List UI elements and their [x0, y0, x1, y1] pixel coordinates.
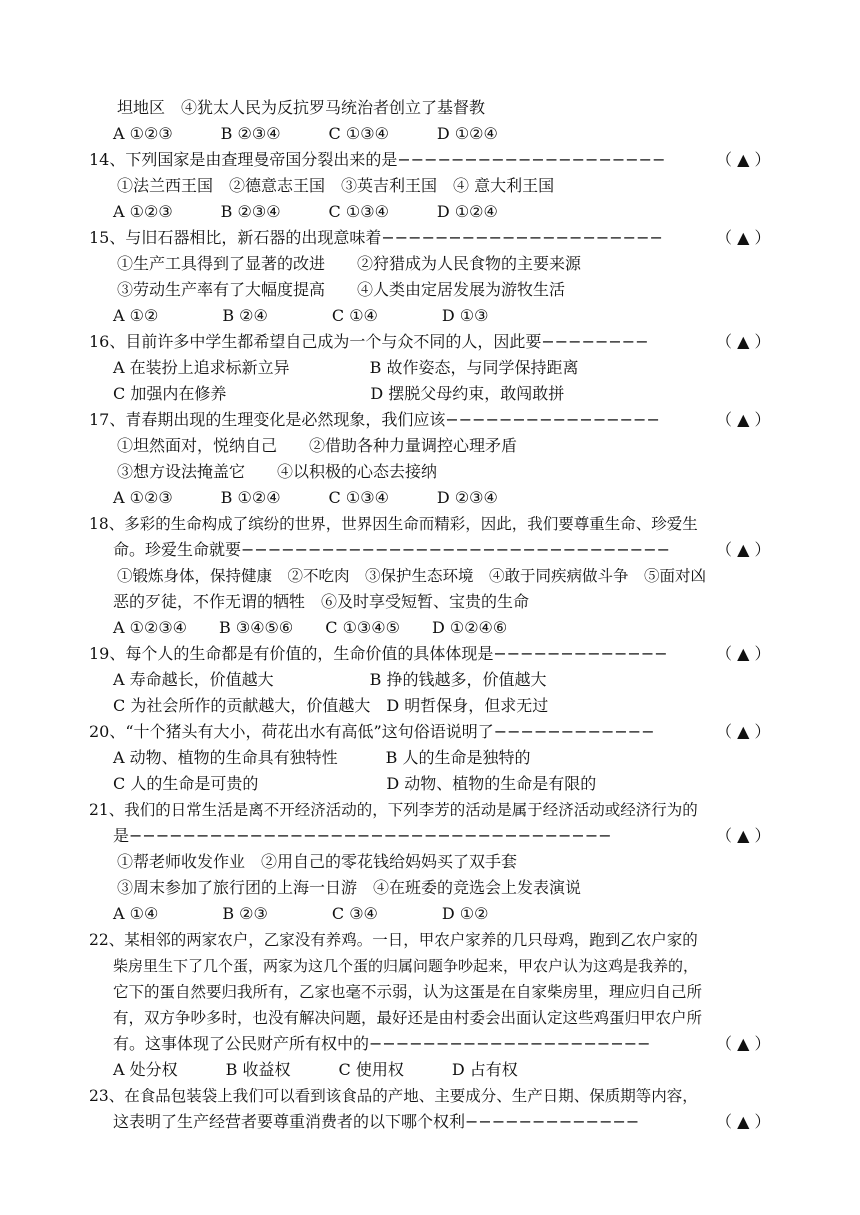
answer-blank: （ ▲ ） — [716, 410, 771, 429]
text-line: A 处分权 B 收益权 C 使用权 D 占有权 — [113, 1060, 518, 1079]
text-line: A 寿命越长，价值越大 B 挣的钱越多，价值越大 — [113, 670, 547, 689]
text-line: 22、某相邻的两家农户，乙家没有养鸡。一日，甲农户家养的几只母鸡，跑到乙农户家的 — [89, 931, 698, 949]
text-line: ①生产工具得到了显著的改进 ②狩猎成为人民食物的主要来源 — [117, 254, 582, 273]
text-line: ①法兰西王国 ②德意志王国 ③英吉利王国 ④ 意大利王国 — [117, 176, 555, 195]
text-line: 17、青春期出现的生理变化是必然现象，我们应该−−−−−−−−−−−−−−−− — [89, 410, 660, 429]
text-line: C 加强内在修养 D 摆脱父母约束，敢闯敢拼 — [113, 384, 565, 403]
text-line: 23、在食品包装袋上我们可以看到该食品的产地、主要成分、生产日期、保质期等内容， — [89, 1087, 698, 1105]
text-line: 有。这事体现了公民财产所有权中的−−−−−−−−−−−−−−−−−−−−− — [113, 1034, 651, 1053]
text-line: A ①②③ B ①②④ C ①③④ D ②③④ — [113, 488, 498, 507]
answer-blank: （ ▲ ） — [716, 540, 771, 559]
answer-blank: （ ▲ ） — [716, 1034, 771, 1053]
text-line: 18、多彩的生命构成了缤纷的世界，世界因生命而精彩，因此，我们要尊重生命、珍爱生 — [89, 515, 698, 533]
text-line: 20、“十个猪头有大小，荷花出水有高低”这句俗语说明了−−−−−−−−−−−− — [89, 722, 655, 741]
text-line: 16、目前许多中学生都希望自己成为一个与众不同的人，因此要−−−−−−−− — [89, 332, 649, 351]
answer-blank: （ ▲ ） — [716, 228, 771, 247]
text-line: 它下的蛋自然要归我所有，乙家也毫不示弱，认为这蛋是在自家柴房里，理应归自己所 — [113, 983, 703, 1001]
text-line: 有，双方争吵多时，也没有解决问题，最好还是由村委会出面认定这些鸡蛋归甲农户所 — [113, 1009, 703, 1027]
text-line: A ①②③ B ②③④ C ①③④ D ①②④ — [113, 202, 498, 221]
text-line: C 为社会所作的贡献越大，价值越大 D 明哲保身，但求无过 — [113, 696, 549, 715]
answer-blank: （ ▲ ） — [716, 722, 771, 741]
answer-blank: （ ▲ ） — [716, 332, 771, 351]
text-line: 坦地区 ④犹太人民为反抗罗马统治者创立了基督教 — [117, 98, 486, 117]
text-line: 15、与旧石器相比，新石器的出现意味着−−−−−−−−−−−−−−−−−−−−− — [89, 228, 663, 247]
text-line: ①锻炼身体，保持健康 ②不吃肉 ③保护生态环境 ④敢于同疾病做斗争 ⑤面对凶 — [117, 567, 707, 585]
text-line: ③劳动生产率有了大幅度提高 ④人类由定居发展为游牧生活 — [117, 280, 566, 299]
answer-blank: （ ▲ ） — [716, 150, 771, 169]
text-line: A ①② B ②④ C ①④ D ①③ — [113, 306, 489, 325]
text-line: 是−−−−−−−−−−−−−−−−−−−−−−−−−−−−−−−−−−−− — [113, 826, 612, 845]
text-line: A 在装扮上追求标新立异 B 故作姿态，与同学保持距离 — [113, 358, 579, 377]
text-line: ①坦然面对，悦纳自己 ②借助各种力量调控心理矛盾 — [117, 436, 518, 455]
text-line: A ①②③ B ②③④ C ①③④ D ①②④ — [113, 124, 498, 143]
text-line: A ①②③④ B ③④⑤⑥ C ①③④⑤ D ①②④⑥ — [113, 618, 508, 637]
text-line: A 动物、植物的生命具有独特性 B 人的生命是独特的 — [113, 748, 531, 767]
text-line: C 人的生命是可贵的 D 动物、植物的生命是有限的 — [113, 774, 597, 793]
text-line: 14、下列国家是由查理曼帝国分裂出来的是−−−−−−−−−−−−−−−−−−−− — [89, 150, 666, 169]
text-line: ③周末参加了旅行团的上海一日游 ④在班委的竞选会上发表演说 — [117, 878, 582, 897]
answer-blank: （ ▲ ） — [716, 1112, 771, 1131]
text-line: ③想方设法掩盖它 ④以积极的心态去接纳 — [117, 462, 438, 481]
answer-blank: （ ▲ ） — [716, 826, 771, 845]
text-line: 19、每个人的生命都是有价值的，生命价值的具体体现是−−−−−−−−−−−−− — [89, 644, 668, 663]
text-line: A ①④ B ②③ C ③④ D ①② — [113, 904, 489, 923]
text-line: 命。珍爱生命就要−−−−−−−−−−−−−−−−−−−−−−−−−−−−−−−− — [113, 540, 671, 559]
text-line: 柴房里生下了几个蛋，两家为这几个蛋的归属问题争吵起来，甲农户认为这鸡是我养的， — [113, 957, 699, 975]
text-line: 恶的歹徒，不作无谓的牺牲 ⑥及时享受短暂、宝贵的生命 — [113, 592, 530, 611]
text-line: 21、我们的日常生活是离不开经济活动的，下列李芳的活动是属于经济活动或经济行为的 — [89, 801, 698, 819]
text-line: ①帮老师收发作业 ②用自己的零花钱给妈妈买了双手套 — [117, 852, 518, 871]
text-line: 这表明了生产经营者要尊重消费者的以下哪个权利−−−−−−−−−−−−− — [113, 1112, 640, 1131]
answer-blank: （ ▲ ） — [716, 644, 771, 663]
